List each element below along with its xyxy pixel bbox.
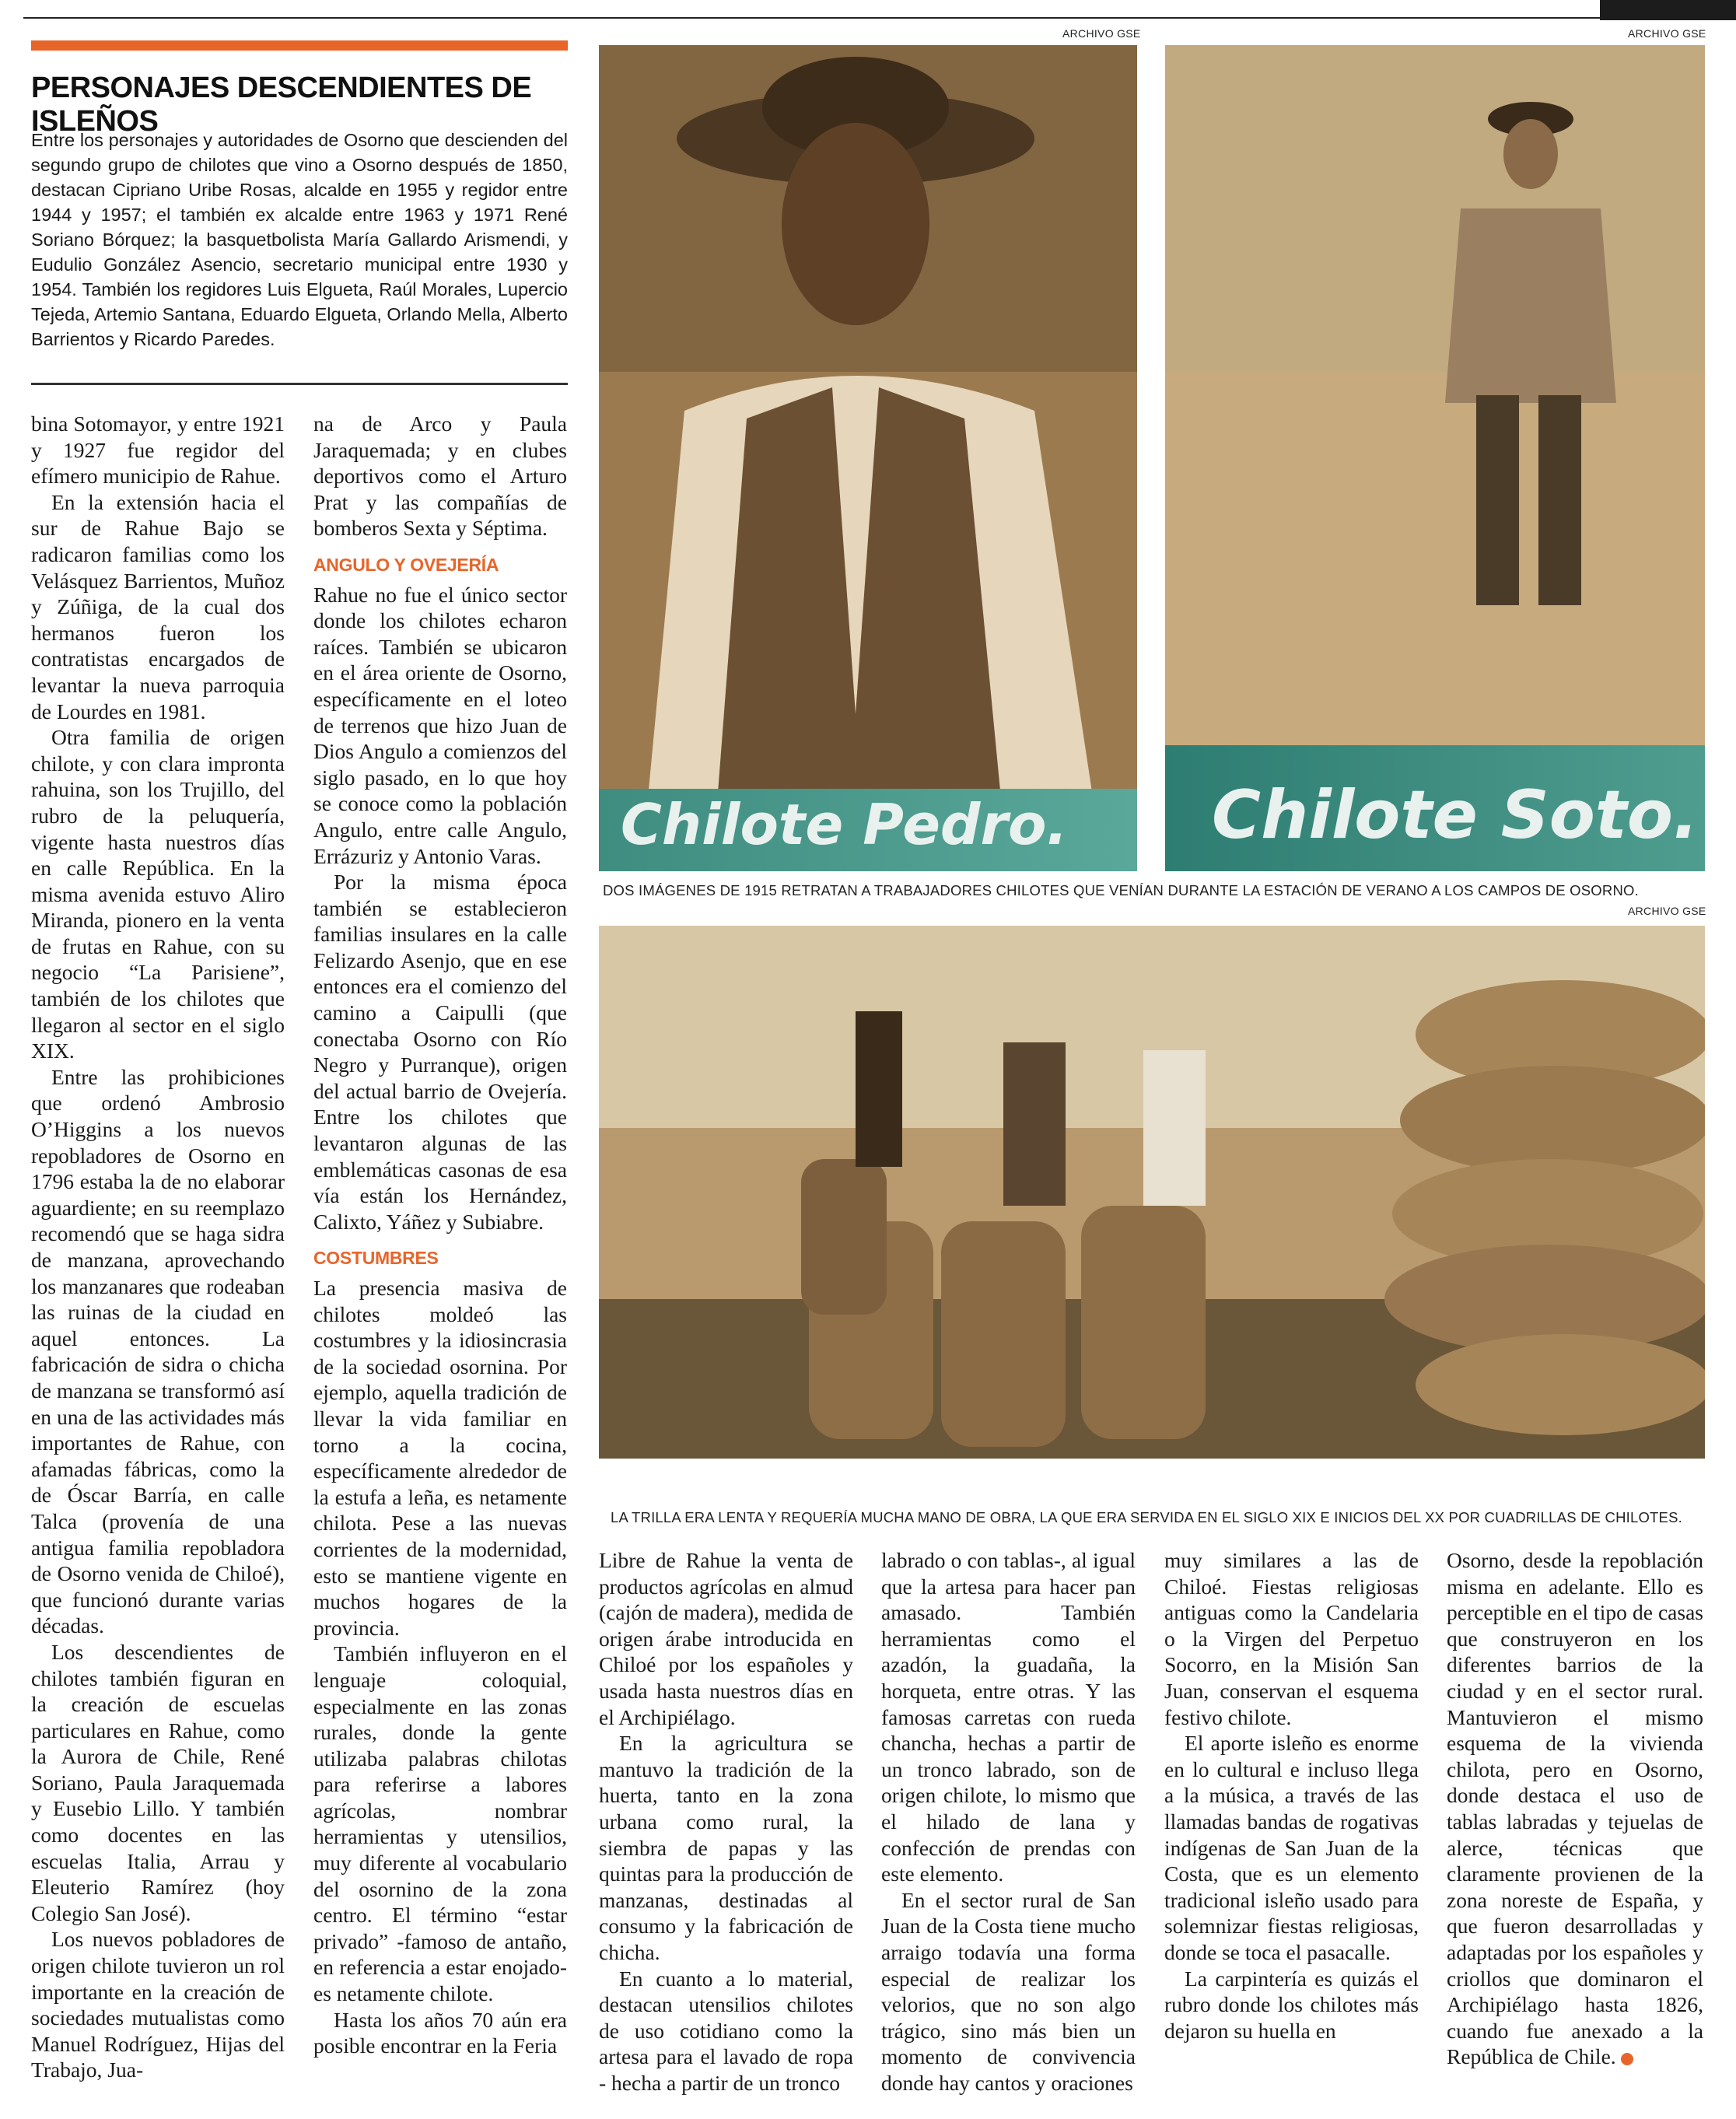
photo-chilote-soto	[1165, 45, 1705, 871]
article-column-2	[313, 411, 567, 2059]
article-column-5	[1164, 1547, 1419, 2044]
paragraph: Los descendientes de chilotes también figuran en la creación de escuelas particulares en Rahue, como la Aurora de Chile, René Soriano, Paula Jaraquemada y Eusebio Lillo. Y también como docentes en las escuelas Italia, Arrau y Eleuterio Ramírez (hoy Colegio San José).	[31, 1639, 285, 1925]
paragraph: En la agricultura se mantuvo la tradición de la huerta, tanto en la zona urbana como rural, la siembra de papas y las quintas para la producción de manzanas, destinadas al consumo y la fabricación de chicha.	[599, 1731, 853, 1964]
paragraph: También influyeron en el lenguaje coloquial, especialmente en las zonas rurales, donde la gente utilizaba palabras chilotas para referirse a labores agrícolas, nombrar herramientas y utensilios, muy diferente al vocabulario del osornino de la zona centro. El término “estar privado” -famoso de antaño, en referencia a estar enojado- es netamente chilote.	[313, 1641, 567, 2006]
paragraph: La presencia masiva de chilotes moldeó las costumbres y la idiosincrasia de la sociedad osornina. Por ejemplo, aquella tradición de llevar la vida familiar en torno a la cocina, específicamente alrededor de la estufa a leña, es netamente chilota. Pese a las nuevas corrientes de la modernidad, esto se mantiene vigente en muchos hogares de la provincia.	[313, 1276, 567, 1640]
subheading-costumbres: COSTUMBRES	[313, 1248, 439, 1269]
photo-trilla	[599, 926, 1705, 1459]
paragraph: Los nuevos pobladores de origen chilote tuvieron un rol importante en la creación de sociedades mutualistas como Manuel Rodríguez, Hijas del Trabajo, Jua-	[31, 1927, 285, 2082]
sidebar-body: Entre los personajes y autoridades de Osorno que descienden del segundo grupo de chilotes que vino a Osorno después de 1850, destacan Cipriano Uribe Rosas, alcalde en 1955 y regidor entre 1944 y 1957; el también ex alcalde entre 1963 y 1971 René Soriano Bórquez; la basquetbolista María Gallardo Arismendi, y Eudulio González Asencio, secretario municipal entre 1930 y 1954. También los regidores Luis Elgueta, Raúl Morales, Lupercio Tejeda, Artemio Santana, Eduardo Elgueta, Orlando Mella, Alberto Barrientos y Ricardo Paredes.	[31, 130, 568, 349]
paragraph: La carpintería es quizás el rubro donde los chilotes más dejaron su huella en	[1164, 1966, 1419, 2043]
sidebar-title: PERSONAJES DESCENDIENTES DE ISLEÑOS	[31, 72, 532, 138]
end-of-article-icon	[1621, 2053, 1633, 2065]
sidebar-accent-rule	[31, 40, 568, 51]
signature-chilote-pedro: Chilote Pedro.	[621, 792, 1068, 857]
portrait-illustration	[599, 45, 1137, 871]
photo-credit-2: ARCHIVO GSE	[1628, 27, 1706, 40]
paragraph: En el sector rural de San Juan de la Costa tiene mucho arraigo todavía una forma especial de realizar los velorios, que no son algo trágico, sino más bien un momento de convivencia donde hay cantos y oraciones	[881, 1887, 1136, 2095]
paragraph: Por la misma época también se establecieron familias insulares en la calle Felizardo Asenjo, que en ese entonces era el comienzo del camino a Caipulli (que conectaba Osorno con Río Negro y Purranque), origen del actual barrio de Ovejería. Entre los chilotes que levantaron algunas de las emblemáticas casonas de esa vía están los Hernández, Calixto, Yáñez y Subiabre.	[313, 870, 567, 1234]
paragraph: En cuanto a lo material, destacan utensilios chilotes de uso cotidiano como la artesa para el lavado de ropa - hecha a partir de un tronco	[599, 1966, 853, 2095]
top-rule	[23, 17, 1618, 19]
subheading-angulo: ANGULO Y OVEJERÍA	[313, 554, 499, 575]
paragraph: En la extensión hacia el sur de Rahue Bajo se radicaron familias como los Velásquez Barrientos, Muñoz y Zúñiga, de la cual dos hermanos fueron los contratistas encargados de levantar la nueva parroquia de Lourdes en 1981.	[31, 489, 285, 723]
paragraph: na de Arco y Paula Jaraquemada; y en clubes deportivos como el Arturo Prat y las compañías de bomberos Sexta y Séptima.	[313, 412, 567, 541]
paragraph: Libre de Rahue la venta de productos agrícolas en almud (cajón de madera), medida de origen árabe introducida en Chiloé por los españoles y usada hasta nuestros días en el Archipiélago.	[599, 1548, 853, 1729]
signature-chilote-soto: Chilote Soto.	[1212, 776, 1699, 854]
paragraph: Hasta los años 70 aún era posible encontrar en la Feria	[313, 2007, 567, 2058]
photo-chilote-pedro	[599, 45, 1137, 871]
paragraph: El aporte isleño es enorme en lo cultural e incluso llega a la música, a través de las llamadas bandas de rogativas indígenas de San Juan de la Costa, que es un elemento tradicional isleño usado para solemnizar fiestas religiosas, donde se toca el pasacalle.	[1164, 1731, 1419, 1964]
paragraph: Rahue no fue el único sector donde los chilotes echaron raíces. También se ubicaron en el área oriente de Osorno, específicamente en el loteo de terrenos que hizo Juan de Dios Angulo a comienzos del siglo pasado, en lo que hoy se conoce como la población Angulo, entre calle Angulo, Errázuriz y Antonio Varas.	[313, 582, 567, 868]
paragraph: labrado o con tablas-, al igual que la artesa para hacer pan amasado. También herramientas como el azadón, la guadaña, la horqueta, entre otras. Y las famosas carretas con rueda chancha, hechas a partir de un tronco labrado, son de origen chilote, lo mismo que el hilado de lana y confección de prendas con este elemento.	[881, 1548, 1136, 1886]
paragraph: Entre las prohibiciones que ordenó Ambrosio O’Higgins a los nuevos repobladores de Osorno en 1796 estaba la de no elaborar aguardiente; en su reemplazo recomendó que se haga sidra de manzana, aprovechando los manzanares que rodeaban las ruinas de la ciudad en aquel entonces. La fabricación de sidra o chicha de manzana se transformó así en una de las actividades más importantes de Rahue, con afamadas fábricas, como la de Óscar Barría, en calle Talca (provenía de una antigua familia repobladora de Osorno venida de Chiloé), que funcionó durante varias décadas.	[31, 1064, 285, 1638]
photo-credit-3: ARCHIVO GSE	[1628, 905, 1706, 917]
article-column-1	[31, 411, 285, 2083]
threshing-illustration	[599, 926, 1705, 1459]
article-column-6	[1447, 1547, 1703, 2070]
photo-caption-bottom: LA TRILLA ERA LENTA Y REQUERÍA MUCHA MANO DE OBRA, LA QUE ERA SERVIDA EN EL SIGLO XIX E INICIOS DEL XX POR CUADRILLAS DE CHILOTES.	[611, 1509, 1682, 1525]
photo-credit-1: ARCHIVO GSE	[1062, 27, 1141, 40]
photo-caption-top: DOS IMÁGENES DE 1915 RETRATAN A TRABAJADORES CHILOTES QUE VENÍAN DURANTE LA ESTACIÓN DE VERANO A LOS CAMPOS DE OSORNO.	[603, 882, 1639, 898]
sidebar-box	[31, 40, 568, 383]
sidebar-bottom-rule	[31, 383, 568, 385]
top-corner-block	[1600, 0, 1736, 20]
article-column-4	[881, 1547, 1136, 2096]
paragraph: Osorno, desde la repoblación misma en adelante. Ello es perceptible en el tipo de casas que construyeron en los diferentes barrios de la ciudad y en el sector rural. Mantuvieron el mismo esquema de la vivienda chilota, pero en Osorno, donde destaca el uso de tablas labradas y tejuelas de alerce, técnicas que claramente provienen de la zona noreste de España, y que fueron desarrolladas y adaptadas por los españoles y criollos que dominaron el Archipiélago hasta 1826, cuando fue anexado a la República de Chile.	[1447, 1548, 1703, 2069]
article-column-3	[599, 1547, 853, 2096]
paragraph: muy similares a las de Chiloé. Fiestas religiosas antiguas como la Candelaria o la Virgen del Perpetuo Socorro, en la Misión San Juan, conservan el esquema festivo chilote.	[1164, 1548, 1419, 1729]
paragraph: Otra familia de origen chilote, y con clara impronta rahuina, son los Trujillo, del rubro de la peluquería, vigente hasta nuestros días en calle República. En la misma avenida estuvo Aliro Miranda, pionero en la venta de frutas en Rahue, con su negocio “La Parisiene”, también de los chilotes que llegaron al sector en el siglo XIX.	[31, 725, 285, 1063]
paragraph: bina Sotomayor, y entre 1921 y 1927 fue regidor del efímero municipio de Rahue.	[31, 412, 285, 489]
